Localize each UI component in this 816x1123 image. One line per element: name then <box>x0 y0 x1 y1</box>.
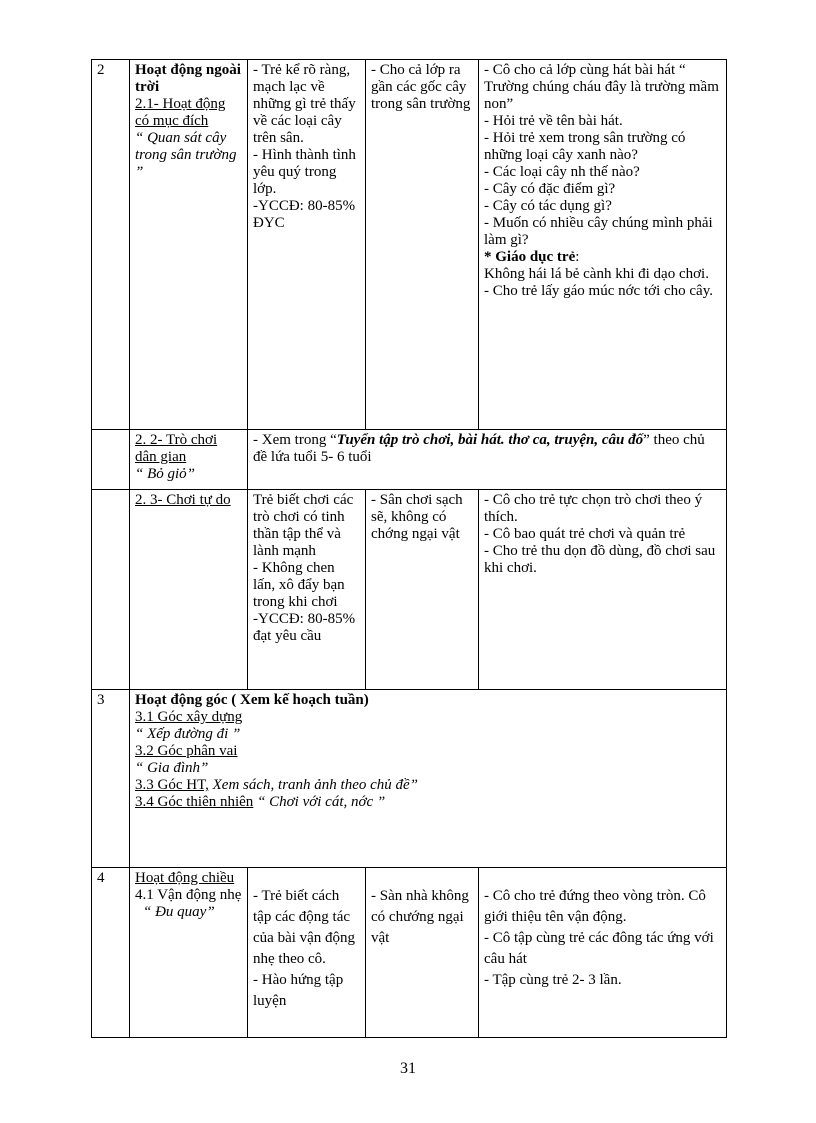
step-item: - Cây có đặc điểm gì? <box>484 181 616 197</box>
step-item: - Cây có tác dụng gì? <box>484 198 612 214</box>
lesson-plan-table <box>91 59 727 1038</box>
step-item: - Cô cho trẻ đứng theo vòng tròn. Cô giới thiệu tên vận động. <box>484 888 706 925</box>
goal-item: - Trẻ biết cách tập các động tác của bài vận động nhẹ theo cô. <box>253 888 356 967</box>
goal-item: -YCCĐ: 80-85% ĐYC <box>253 198 356 231</box>
preparation-cell <box>366 868 479 1038</box>
goal-item: - Hào hứng tập luyện <box>253 972 344 1009</box>
sub-activity-title: 2. 2- Trò chơi dân gian <box>135 432 218 465</box>
empty-cell <box>92 490 130 690</box>
corner-title: 3.1 Góc xây dựng <box>135 709 243 725</box>
activity-cell <box>130 430 248 490</box>
step-item: - Hỏi trẻ xem trong sân trường có những loại cây xanh nào? <box>484 130 686 163</box>
activity-cell <box>130 60 248 430</box>
activity-cell <box>130 868 248 1038</box>
goal-item: Trẻ biết chơi các trò chơi có tinh thần tập thể và lành mạnh <box>253 492 354 559</box>
reference-note-cell <box>248 430 727 490</box>
table-row <box>92 868 727 1038</box>
step-item: - Cô cho cả lớp cùng hát bài hát “ Trường chúng cháu đây là trường mầm non” <box>484 62 719 112</box>
step-item: - Cô tập cùng trẻ các đông tác ứng với câu hát <box>484 930 714 967</box>
education-colon: : <box>575 249 580 265</box>
table-row <box>92 490 727 690</box>
table-row <box>92 60 727 430</box>
corner-line <box>135 794 721 811</box>
education-heading <box>484 249 721 266</box>
row-number: 3 <box>92 690 130 868</box>
note-reference-title: Tuyển tập trò chơi, bài hát. thơ ca, truyện, câu đố <box>336 432 644 448</box>
corner-title: 3.4 Góc thiên nhiên <box>135 794 254 810</box>
sub-activity-title: 2.1- Hoạt động có mục đích <box>135 96 226 129</box>
corner-line <box>135 777 721 794</box>
empty-cell <box>92 430 130 490</box>
corner-title: 3.2 Góc phân vai <box>135 743 238 759</box>
corner-activity: “ Xếp đường đi ” <box>135 726 241 742</box>
sub-activity-name: “ Đu quay” <box>143 904 215 920</box>
goals-cell <box>248 490 366 690</box>
goals-cell <box>248 868 366 1038</box>
step-item: - Cô cho trẻ tực chọn trò chơi theo ý thích. <box>484 492 703 525</box>
goal-item: - Không chen lấn, xô đẩy bạn trong khi chơi <box>253 560 345 610</box>
table-row <box>92 690 727 868</box>
table-row <box>92 430 727 490</box>
note-suffix: ” theo chủ đề lứa tuổi 5- 6 tuổi <box>253 432 705 465</box>
step-item: - Hỏi trẻ về tên bài hát. <box>484 113 623 129</box>
note-prefix: - Xem trong “ <box>253 432 337 448</box>
corner-activities-cell <box>130 690 727 868</box>
step-item: Không hái lá bẻ cành khi đi dạo chơi. <box>484 266 709 282</box>
steps-cell <box>479 490 727 690</box>
section-heading: Hoạt động chiều <box>135 870 235 886</box>
sub-activity-name: “ Quan sát cây trong sân trường ” <box>135 130 237 180</box>
steps-cell <box>479 868 727 1038</box>
step-item: - Cô bao quát trẻ chơi và quản trẻ <box>484 526 686 542</box>
preparation-text: - Sân chơi sạch sẽ, không có chớng ngại vật <box>371 492 463 542</box>
preparation-text: - Sàn nhà không có chướng ngại vật <box>371 888 469 946</box>
preparation-cell <box>366 60 479 430</box>
goals-cell <box>248 60 366 430</box>
steps-cell <box>479 60 727 430</box>
education-label: * Giáo dục trẻ <box>484 249 576 265</box>
corner-activity: “ Chơi với cát, nớc ” <box>257 794 386 810</box>
corner-activity: Xem sách, tranh ảnh theo chủ đề” <box>212 777 419 793</box>
sub-activity-name: “ Bỏ giỏ” <box>135 466 196 482</box>
page-number: 31 <box>400 1060 416 1077</box>
row-number: 2 <box>92 60 130 430</box>
preparation-text: - Cho cả lớp ra gần các gốc cây trong sân trường <box>371 62 471 112</box>
step-item: - Cho trẻ thu dọn đồ dùng, đồ chơi sau khi chơi. <box>484 543 716 576</box>
goal-item: - Trẻ kể rõ ràng, mạch lạc về những gì trẻ thấy về các loại cây trên sân. <box>253 62 356 146</box>
goal-item: -YCCĐ: 80-85% đạt yêu cầu <box>253 611 356 644</box>
goal-item: - Hình thành tình yêu quý trong lớp. <box>253 147 356 197</box>
corner-title: 3.3 Góc HT, <box>135 777 209 793</box>
step-item: - Cho trẻ lấy gáo múc nớc tới cho cây. <box>484 283 713 299</box>
section-heading: Hoạt động góc ( Xem kế hoạch tuần) <box>135 692 369 708</box>
sub-activity-title: 2. 3- Chơi tự do <box>135 492 231 508</box>
step-item: - Muốn có nhiều cây chúng mình phải làm gì? <box>484 215 713 248</box>
step-item: - Tập cùng trẻ 2- 3 lần. <box>484 972 622 988</box>
corner-activity: “ Gia đình” <box>135 760 209 776</box>
row-number: 4 <box>92 868 130 1038</box>
preparation-cell <box>366 490 479 690</box>
section-heading: Hoạt động ngoài trời <box>135 62 241 95</box>
step-item: - Các loại cây nh thế nào? <box>484 164 640 180</box>
activity-cell <box>130 490 248 690</box>
sub-activity-title: 4.1 Vận động nhẹ <box>135 887 242 903</box>
